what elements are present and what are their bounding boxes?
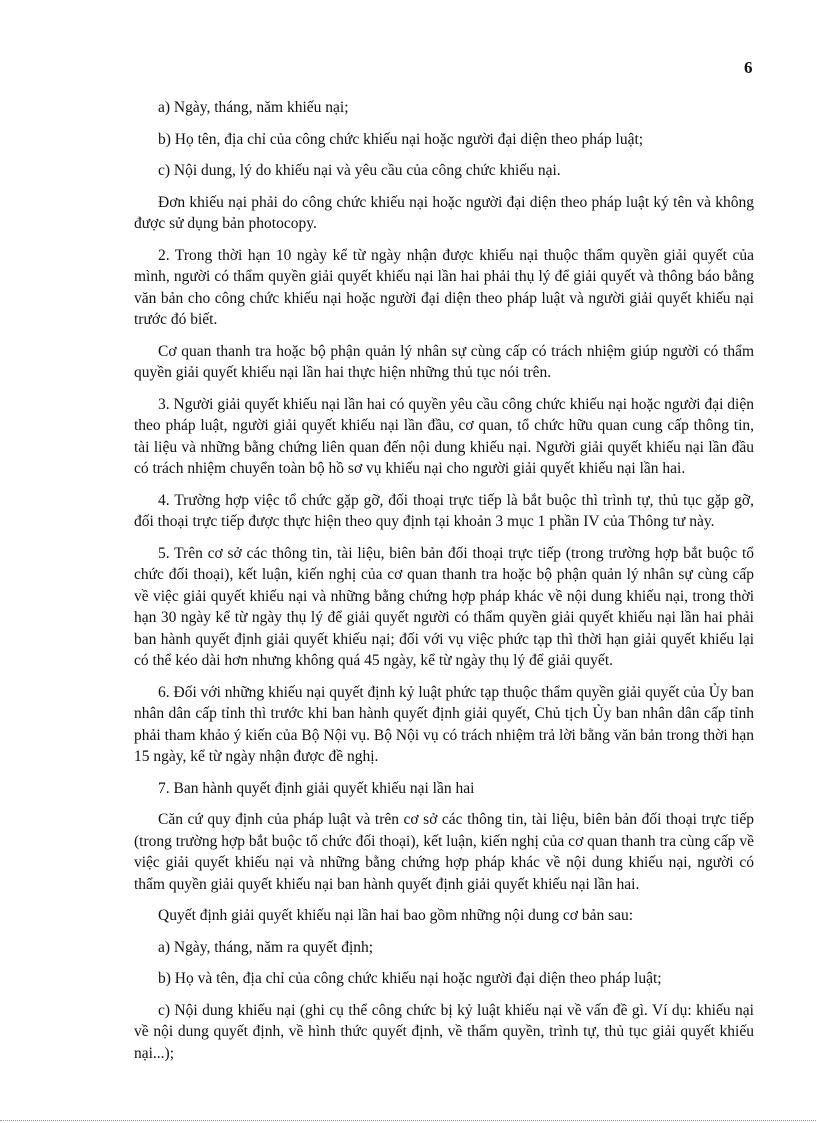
page-number: 6 <box>744 58 753 77</box>
paragraph: Đơn khiếu nại phải do công chức khiếu nại hoặc người đại diện theo pháp luật ký tên và không được sử dụng bản photocopy. <box>134 193 754 232</box>
document-body <box>134 97 754 1074</box>
paragraph: Quyết định giải quyết khiếu nại lần hai bao gồm những nội dung cơ bản sau: <box>158 907 634 924</box>
paragraph: a) Ngày, tháng, năm khiếu nại; <box>158 99 349 116</box>
paragraph: 3. Người giải quyết khiếu nại lần hai có quyền yêu cầu công chức khiếu nại hoặc người đại diện theo pháp luật, người giải quyết khiếu nại lần đầu, cơ quan, tổ chức hữu quan cung cấp thông tin, tài liệu và những bằng chứng liên quan đến nội dung khiếu nại. Người giải quyết khiếu nại lần đầu có trách nhiệm chuyển toàn bộ hồ sơ vụ khiếu nại cho người giải quyết khiếu nại lần hai. <box>134 395 754 477</box>
paragraph: 5. Trên cơ sở các thông tin, tài liệu, biên bản đối thoại trực tiếp (trong trường hợp bắt buộc tổ chức đối thoại), kết luận, kiến nghị của cơ quan thanh tra hoặc bộ phận quản lý nhân sự cùng cấp về việc giải quyết khiếu nại và những bằng chứng hợp pháp khác về nội dung khiếu nại, trong thời hạn 30 ngày kể từ ngày thụ lý để giải quyết người có thẩm quyền giải quyết khiếu nại lần hai phải ban hành quyết định giải quyết khiếu nại; đối với vụ việc phức tạp thì thời hạn giải quyết khiếu lại có thể kéo dài hơn nhưng không quá 45 ngày, kể từ ngày thụ lý để giải quyết. <box>134 544 754 669</box>
paragraph: Căn cứ quy định của pháp luật và trên cơ sở các thông tin, tài liệu, biên bản đối thoại trực tiếp (trong trường hợp bắt buộc tổ chức đối thoại), kết luận, kiến nghị của cơ quan thanh tra cùng cấp về việc giải quyết khiếu nại và những bằng chứng hợp pháp khác về nội dung khiếu nại, người có thẩm quyền giải quyết khiếu nại ban hành quyết định giải quyết khiếu nại lần hai. <box>134 811 754 893</box>
paragraph: c) Nội dung khiếu nại (ghi cụ thể công chức bị kỷ luật khiếu nại về vấn đề gì. Ví dụ: khiếu nại về nội dung quyết định, về hình thức quyết định, về thẩm quyền, trình tự, thủ tục giải quyết khiếu nại...); <box>134 1001 754 1062</box>
section-heading: 7. Ban hành quyết định giải quyết khiếu nại lần hai <box>158 779 475 797</box>
paragraph: Cơ quan thanh tra hoặc bộ phận quản lý nhân sự cùng cấp có trách nhiệm giúp người có thẩm quyền giải quyết khiếu nại lần hai thực hiện những thủ tục nói trên. <box>134 342 754 381</box>
page-bottom-border <box>0 1120 816 1121</box>
paragraph: b) Họ tên, địa chỉ của công chức khiếu nại hoặc người đại diện theo pháp luật; <box>158 130 644 148</box>
paragraph: a) Ngày, tháng, năm ra quyết định; <box>158 938 374 956</box>
paragraph: c) Nội dung, lý do khiếu nại và yêu cầu của công chức khiếu nại. <box>158 162 561 179</box>
paragraph: 6. Đối với những khiếu nại quyết định kỷ luật phức tạp thuộc thẩm quyền giải quyết của Ủy ban nhân dân cấp tỉnh thì trước khi ban hành quyết định giải quyết, Chủ tịch Ủy ban nhân dân cấp tỉnh phải tham khảo ý kiến của Bộ Nội vụ. Bộ Nội vụ có trách nhiệm trả lời bằng văn bản trong thời hạn 15 ngày, kể từ ngày nhận được đề nghị. <box>134 683 754 765</box>
paragraph: 4. Trường hợp việc tổ chức gặp gỡ, đối thoại trực tiếp là bắt buộc thì trình tự, thủ tục gặp gỡ, đối thoại trực tiếp được thực hiện theo quy định tại khoản 3 mục 1 phần IV của Thông tư này. <box>134 491 754 530</box>
paragraph: b) Họ và tên, địa chỉ của công chức khiếu nại hoặc người đại diện theo pháp luật; <box>158 970 662 987</box>
paragraph: 2. Trong thời hạn 10 ngày kể từ ngày nhận được khiếu nại thuộc thẩm quyền giải quyết của mình, người có thẩm quyền giải quyết khiếu nại lần hai phải thụ lý để giải quyết và thông báo bằng văn bản cho công chức khiếu nại hoặc người đại diện theo pháp luật và người giải quyết khiếu nại trước đó biết. <box>134 246 754 328</box>
